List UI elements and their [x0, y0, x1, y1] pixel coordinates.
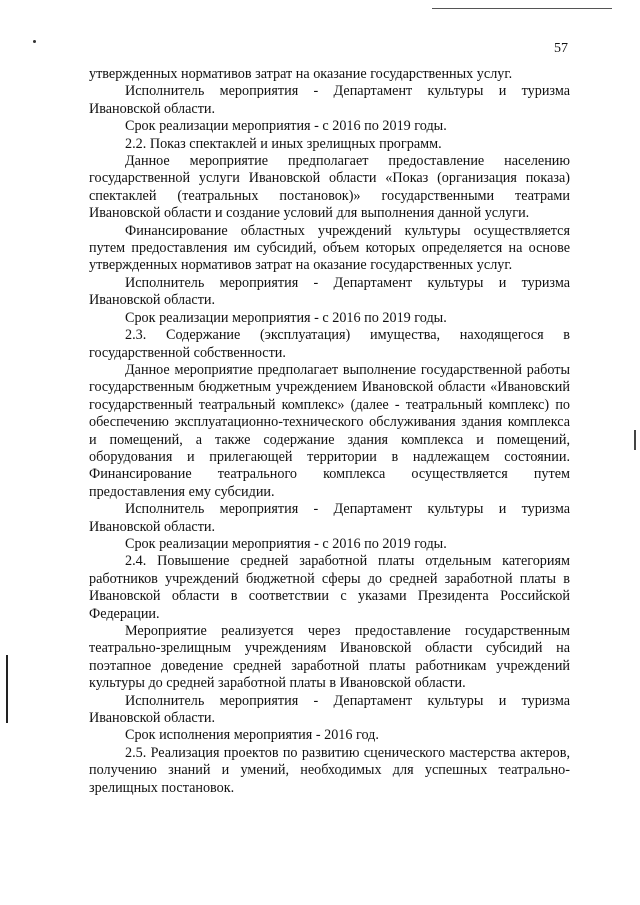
paragraph: Данное мероприятие предполагает предоставление населению государственной услуги Ивановской области «Показ (организация показа) спектаклей (театральных постановок)» государственными театрами Ивановской области и создание условий для выполнения данной услуги. [89, 153, 570, 222]
paragraph: Финансирование областных учреждений культуры осуществляется путем предоставления им субсидий, объем которых определяется на основе утвержденных нормативов затрат на оказание государственных услуг. [89, 222, 570, 274]
paragraph: Срок реализации мероприятия - с 2016 по 2019 годы. [125, 118, 447, 135]
section-heading: 2.2. Показ спектаклей и иных зрелищных программ. [125, 135, 442, 152]
section-heading: 2.4. Повышение средней заработной платы отдельным категориям работников учреждений бюджетной сферы до средней заработной платы в Ивановской области в соответствии с указами Президента Российской Федерации. [89, 553, 570, 622]
scan-margin-mark [6, 655, 8, 723]
section-heading: 2.5. Реализация проектов по развитию сценического мастерства актеров, получению знаний и умений, необходимых для успешных театрально-зрелищных постановок. [89, 744, 570, 796]
paragraph: утвержденных нормативов затрат на оказание государственных услуг. [89, 66, 513, 82]
paragraph: Срок реализации мероприятия - с 2016 по 2019 годы. [125, 309, 447, 326]
paragraph: Мероприятие реализуется через предоставление государственным театрально-зрелищным учреждениям Ивановской области субсидий на поэтапное доведение средней заработной платы работникам учреждений культуры до средней заработной платы в Ивановской области. [89, 623, 570, 692]
scan-top-rule [432, 8, 612, 9]
document-body [89, 66, 570, 797]
paragraph: Данное мероприятие предполагает выполнение государственной работы государственным бюджетным учреждением Ивановской области «Ивановский государственный театральный комплекс» (далее - театральный комплекс) по обеспечению эксплуатационно-технического обслуживания здания комплекса и помещений, а также содержание здания комплекса и помещений, оборудования и прилегающей территории в надлежащем состоянии. Финансирование театрального комплекса осуществляется путем предоставления ему субсидии. [89, 361, 570, 500]
scan-edge-mark [634, 430, 636, 450]
paragraph: Исполнитель мероприятия - Департамент культуры и туризма Ивановской области. [89, 274, 570, 309]
page-number: 57 [554, 41, 568, 56]
paragraph: Срок исполнения мероприятия - 2016 год. [125, 727, 379, 744]
paragraph: Исполнитель мероприятия - Департамент культуры и туризма Ивановской области. [89, 501, 570, 535]
paragraph: Исполнитель мероприятия - Департамент культуры и туризма Ивановской области. [89, 692, 570, 727]
paragraph: Срок реализации мероприятия - с 2016 по 2019 годы. [125, 535, 447, 552]
paragraph: Исполнитель мероприятия - Департамент культуры и туризма Ивановской области. [89, 83, 570, 117]
scan-dot [33, 40, 36, 43]
section-heading: 2.3. Содержание (эксплуатация) имущества, находящегося в государственной собственности. [89, 327, 570, 361]
